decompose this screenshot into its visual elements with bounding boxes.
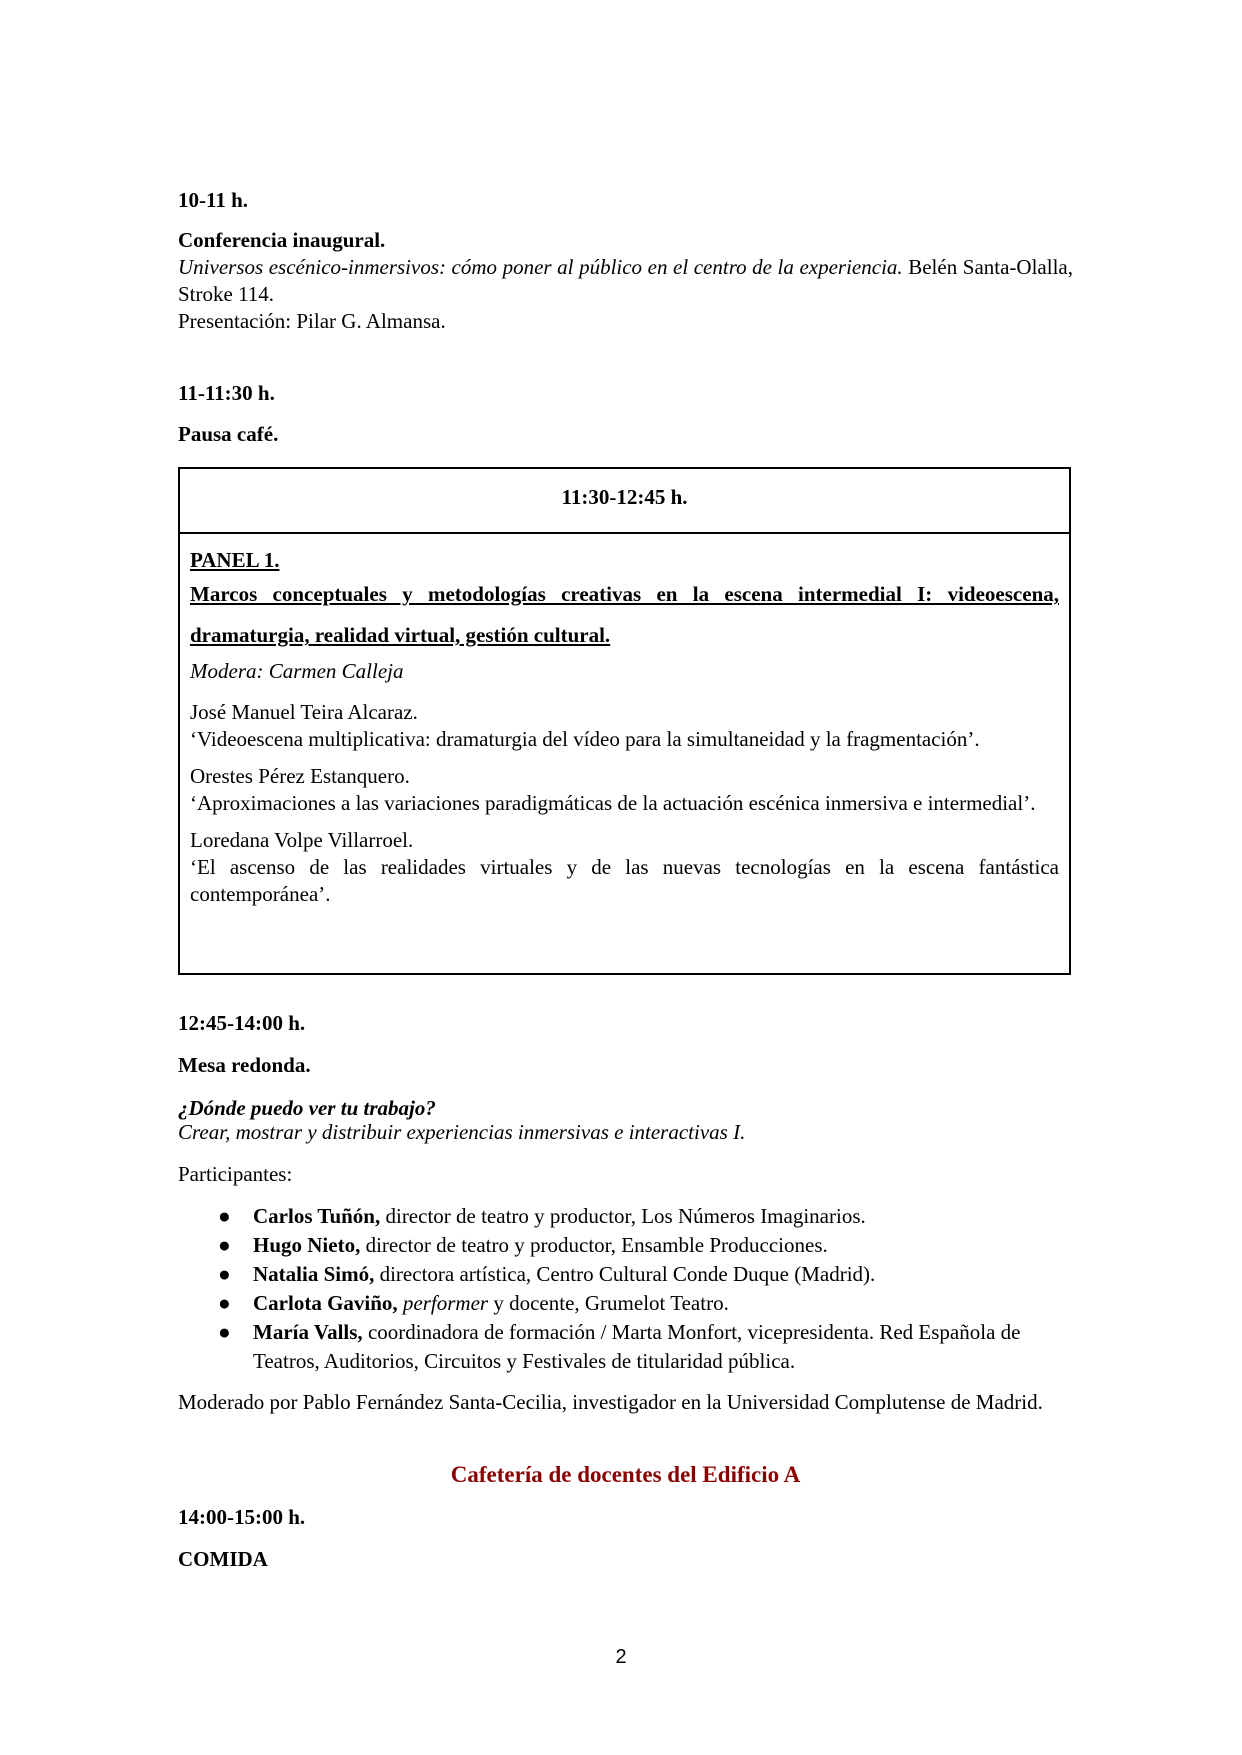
panel-title: Marcos conceptuales y metodologías creativas en la escena intermedial I: videoescena, dramaturgia, realidad virtual, gestión cultural. — [190, 582, 1059, 647]
panel-talk — [190, 763, 1059, 817]
roundtable-heading: Mesa redonda. — [178, 1053, 311, 1077]
panel-time: 11:30-12:45 h. — [180, 469, 1069, 534]
talk-speaker: José Manuel Teira Alcaraz. — [190, 700, 418, 724]
participant-desc: coordinadora de formación / Marta Monfort, vicepresidenta. Red Española de Teatros, Auditorios, Circuitos y Festivales de titularidad pública. — [253, 1320, 1021, 1373]
participant-role: performer — [402, 1291, 489, 1315]
talk-title: ‘El ascenso de las realidades virtuales y de las nuevas tecnologías en la escena fantástica contemporánea’. — [190, 855, 1059, 906]
list-item — [178, 1260, 1073, 1289]
bullet: ● — [218, 1262, 231, 1286]
participant-name: Carlota Gaviño, — [253, 1291, 398, 1315]
session1-description — [178, 254, 1073, 308]
session2-time: 11-11:30 h. — [178, 381, 275, 405]
bullet: ● — [218, 1233, 231, 1257]
talk-speaker: Orestes Pérez Estanquero. — [190, 764, 410, 788]
roundtable-time: 12:45-14:00 h. — [178, 1011, 306, 1035]
participant-desc: directora artística, Centro Cultural Conde Duque (Madrid). — [374, 1262, 876, 1286]
participant-name: Natalia Simó, — [253, 1262, 375, 1286]
location-title: Cafetería de docentes del Edificio A — [450, 1462, 801, 1487]
talk-title: ‘Videoescena multiplicativa: dramaturgia del vídeo para la simultaneidad y la fragmentación’. — [190, 727, 980, 751]
panel-talk — [190, 699, 1059, 753]
list-item — [178, 1231, 1073, 1260]
participants-label: Participantes: — [178, 1162, 293, 1186]
session1-time: 10-11 h. — [178, 188, 249, 212]
page-number: 2 — [615, 1646, 627, 1668]
participant-name: Hugo Nieto, — [253, 1233, 361, 1257]
participant-desc: director de teatro y productor, Los Números Imaginarios. — [380, 1204, 866, 1228]
session1-speaker: Belén Santa-Olalla, Stroke 114. — [178, 255, 1073, 306]
participant-desc: director de teatro y productor, Ensamble Producciones. — [360, 1233, 828, 1257]
participants-list — [178, 1202, 1073, 1376]
roundtable-subtitle: Crear, mostrar y distribuir experiencias inmersivas e interactivas I. — [178, 1120, 746, 1144]
bullet: ● — [218, 1291, 231, 1315]
participant-name: Carlos Tuñón, — [253, 1204, 381, 1228]
list-item — [178, 1289, 1073, 1318]
panel-moderator: Modera: Carmen Calleja — [190, 659, 404, 683]
session1-heading: Conferencia inaugural. — [178, 228, 386, 252]
bullet: ● — [218, 1320, 231, 1344]
session1-title: Universos escénico-inmersivos: cómo poner al público en el centro de la experiencia. — [178, 255, 903, 279]
list-item — [178, 1318, 1073, 1376]
talk-speaker: Loredana Volpe Villarroel. — [190, 828, 414, 852]
participant-name: María Valls, — [253, 1320, 363, 1344]
lunch-time: 14:00-15:00 h. — [178, 1505, 306, 1529]
panel-box — [178, 467, 1071, 975]
talk-title: ‘Aproximaciones a las variaciones paradigmáticas de la actuación escénica inmersiva e intermedial’. — [190, 791, 1036, 815]
panel-talk — [190, 827, 1059, 908]
roundtable-moderator: Moderado por Pablo Fernández Santa-Cecilia, investigador en la Universidad Complutense de Madrid. — [178, 1390, 1043, 1414]
roundtable-question: ¿Dónde puedo ver tu trabajo? — [178, 1096, 436, 1120]
participant-desc: y docente, Grumelot Teatro. — [488, 1291, 729, 1315]
session1-presentation: Presentación: Pilar G. Almansa. — [178, 309, 446, 333]
panel-label: PANEL 1. — [190, 548, 280, 572]
bullet: ● — [218, 1204, 231, 1228]
list-item — [178, 1202, 1073, 1231]
session2-heading: Pausa café. — [178, 422, 279, 446]
lunch-heading: COMIDA — [178, 1547, 268, 1571]
